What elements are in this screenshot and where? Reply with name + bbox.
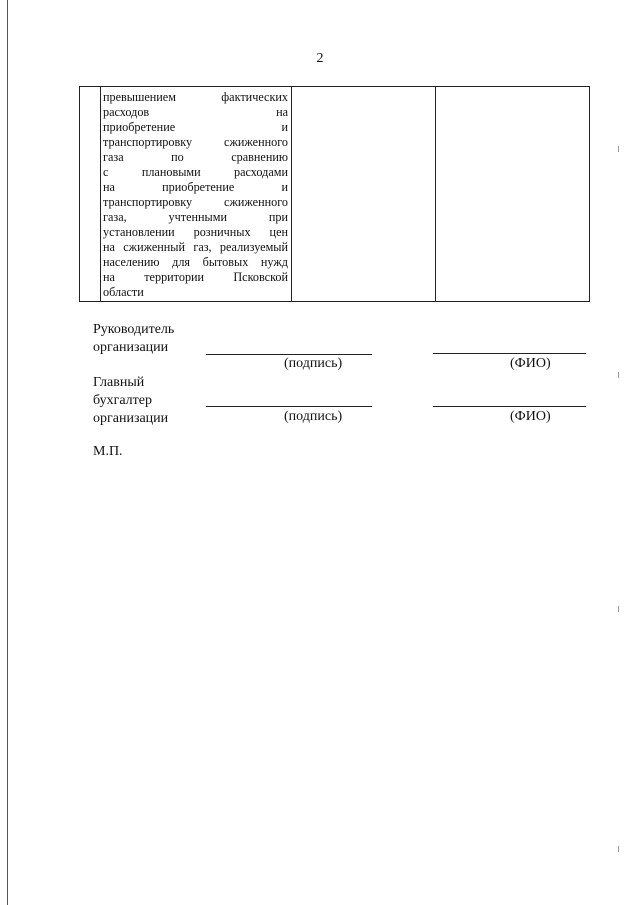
stamp-place-label: М.П. (93, 444, 123, 459)
description-line: превышением фактических (103, 90, 288, 104)
page-number: 2 (316, 51, 324, 66)
page-edge-line (7, 0, 8, 905)
accountant-label-line2: бухгалтер (93, 393, 152, 408)
table-cell-plan (292, 87, 436, 302)
description-line: газа, учтенными при (103, 210, 288, 224)
scan-speck (618, 846, 619, 852)
description-line: транспортировку сжиженного (103, 135, 288, 149)
table-cell-description (101, 87, 292, 302)
description-line: на сжиженный газ, реализуемый (103, 240, 288, 254)
description-line: газа по сравнению (103, 150, 288, 164)
description-line: установлении розничных цен (103, 225, 288, 239)
head-label-line2: организации (93, 340, 169, 355)
report-table (79, 86, 590, 302)
head-label-line1: Руководитель (93, 322, 175, 337)
description-line: на территории Псковской (103, 270, 288, 284)
accountant-signature-hint: (подпись) (284, 409, 343, 424)
description-text (101, 87, 291, 300)
head-name-line (433, 353, 586, 354)
description-line: расходов на (103, 105, 288, 119)
description-line: области (103, 285, 144, 299)
description-line: населению для бытовых нужд (103, 255, 288, 269)
table-cell-number (80, 87, 101, 302)
head-signature-hint: (подпись) (284, 356, 343, 371)
accountant-label-line1: Главный (93, 375, 145, 390)
scan-speck (618, 606, 619, 612)
accountant-name-line (433, 406, 586, 407)
description-line: транспортировку сжиженного (103, 195, 288, 209)
accountant-signature-line (206, 406, 372, 407)
table-cell-fact (436, 87, 590, 302)
accountant-label-line3: организации (93, 411, 169, 426)
description-line: приобретение и (103, 120, 288, 134)
description-line: с плановыми расходами (103, 165, 288, 179)
scan-speck (618, 372, 619, 378)
scan-speck (618, 146, 619, 152)
table-row (80, 87, 590, 302)
head-name-hint: (ФИО) (510, 356, 551, 371)
head-signature-line (206, 354, 372, 355)
accountant-name-hint: (ФИО) (510, 409, 551, 424)
description-line: на приобретение и (103, 180, 288, 194)
